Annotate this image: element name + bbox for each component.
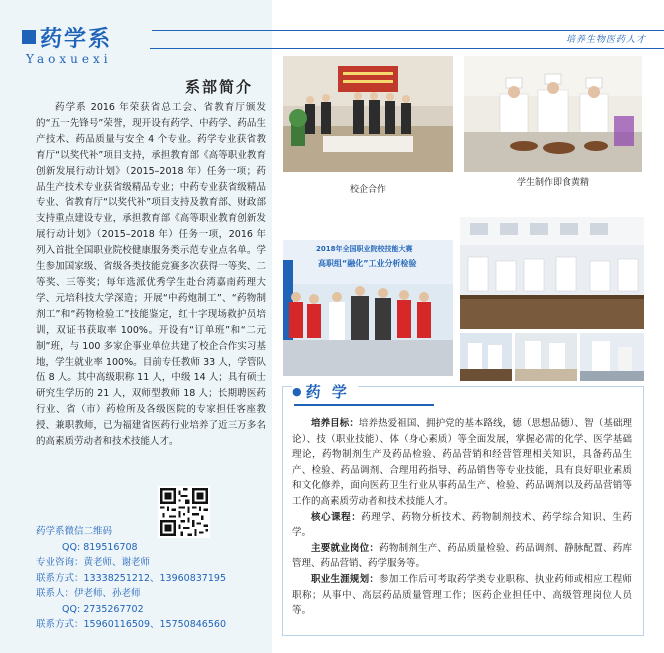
photo-lab-classroom bbox=[460, 217, 644, 329]
header-rule bbox=[150, 48, 664, 49]
photo-lab-small-1 bbox=[460, 333, 512, 381]
photo-lab-small-2 bbox=[515, 333, 577, 381]
pharmacy-body bbox=[292, 416, 632, 619]
person-label: 联系人： bbox=[36, 588, 75, 599]
career-label: 职业生涯规划： bbox=[311, 573, 380, 585]
bullet-icon: ● bbox=[292, 384, 302, 398]
goal-label: 培养目标： bbox=[311, 418, 359, 429]
pharmacy-career bbox=[292, 572, 632, 619]
phone2-label: 联系方式： bbox=[36, 619, 84, 630]
pharmacy-jobs bbox=[292, 541, 632, 572]
qq2-value[interactable]: 2735267702 bbox=[83, 603, 144, 615]
career-text: 参加工作后可考取药学类专业职称、执业药师或相应工程师职称；从事中、高层药品质量管理工作；医药企业担任中、高级管理岗位人员等。 bbox=[292, 573, 632, 617]
jobs-label: 主要就业岗位： bbox=[311, 542, 380, 554]
photo-students-making bbox=[464, 56, 642, 172]
core-label: 核心课程： bbox=[311, 511, 362, 523]
contact-block bbox=[36, 524, 226, 633]
consult-value: 黄老师、谢老师 bbox=[83, 557, 151, 568]
photo-school-enterprise bbox=[283, 56, 453, 172]
qq2-label: QQ: bbox=[62, 603, 81, 615]
caption-school-enterprise: 校企合作 bbox=[349, 185, 386, 195]
banner-subtitle: 高职组“融化”工业分析检验 bbox=[318, 259, 417, 268]
header-top-rule bbox=[152, 30, 664, 31]
pharmacy-heading bbox=[292, 380, 358, 402]
title-square-icon bbox=[22, 30, 36, 44]
dept-intro-body: 药学系 2016 年荣获省总工会、省教育厅颁发的“五一先锋号”荣誉，现开设有药学、中药学、药品生产技术、药品质量与安全 4 个专业。药学专业获省教育厅“以奖代补”项目支持，承担教育部《高等职业教育创新发展行动计划》（2015–2018 年）任务一项；药品生产技术专业获省级精品专业；中药专业获省级精品专业、省教育厅“以奖代补”项目支持及教育部、财政部支持重点建设专业，承担教育部《高等职业教育创新发展行动计划》（2015–2018 年）任务一项，2016 年列入首批全国职业院校健康服务类示范专业点名单。学生参加国家级、省级各类技能竞赛多次获得一等奖、二等奖、三等奖；每年选派优秀学生赴台湾嘉南药理大学、元培科技大学深造；开展“中药炮制工”、“药物制剂工”和“药物检验工”技能鉴定，红十字现场救护员培训，双证书获取率 100%。开设有“订单班”和“二元制”班，与 100 多家企事业单位共建了校企合作实习基地，学生就业率 100%。目前专任教师 33 人，学管队伍 8 人。其中高级职称 11 人，中级 14 人；具有硕士研究生学历的 21 人，双师型教师 18 人；长期聘医药行业、省（市）药检所及各级医院的专家担任客座教授、兼职教师，已为福建省医药行业培养了近三万多名的高素质劳动者和技术技能人才。 bbox=[36, 102, 266, 448]
banner-title: 2018年全国职业院校技能大赛 bbox=[316, 245, 413, 253]
page-title: 药学系 bbox=[40, 26, 113, 52]
goal-text: 培养热爱祖国、拥护党的基本路线，德（思想品德）、智（基础理论）、技（职业技能）、体（身心素质）等全面发展，掌握必需的化学、医学基础理论，药物制剂生产及药品检验、药品营销和经营管理相关知识，具备药品生产、检验、药品调剂、合理用药指导、药品销售等专业技能，具有良好职业素质和文化修养，面向医药卫生行业从事药品生产、检验、药品调剂以及药品营销等工作的高素质劳动者和技术技能人才。 bbox=[292, 418, 632, 507]
pharmacy-core bbox=[292, 510, 632, 541]
core-text: 药理学、药物分析技术、药物制剂技术、药学综合知识、生药学。 bbox=[292, 511, 632, 539]
wechat-label: 药学系微信二维码 bbox=[36, 526, 113, 537]
jobs-text: 药物制剂生产、药品质量检验、药品调剂、静脉配置、药库管理、药品营销、药学服务等。 bbox=[292, 542, 632, 570]
dept-intro-heading: 系部简介 bbox=[185, 78, 254, 96]
phone1-label: 联系方式： bbox=[36, 572, 84, 584]
page-title-pinyin: Yaoxuexi bbox=[26, 52, 112, 66]
qq1-label: QQ: bbox=[62, 541, 81, 553]
person-value: 伊老师、孙老师 bbox=[74, 588, 141, 599]
photo-lab-small-3 bbox=[580, 333, 644, 381]
pharmacy-goal bbox=[292, 416, 632, 510]
consult-label: 专业咨询： bbox=[36, 557, 84, 568]
qq1-value[interactable]: 819516708 bbox=[83, 541, 138, 553]
caption-students-making: 学生制作即食黄精 bbox=[516, 178, 589, 188]
pharmacy-heading-text: 药 学 bbox=[305, 382, 350, 401]
slogan: 培养生物医药人才 bbox=[565, 35, 646, 45]
pharmacy-heading-underline bbox=[294, 404, 434, 406]
phone1-value[interactable]: 13338251212、13960837195 bbox=[83, 572, 226, 584]
phone2-value[interactable]: 15960116509、15750846560 bbox=[83, 619, 226, 630]
